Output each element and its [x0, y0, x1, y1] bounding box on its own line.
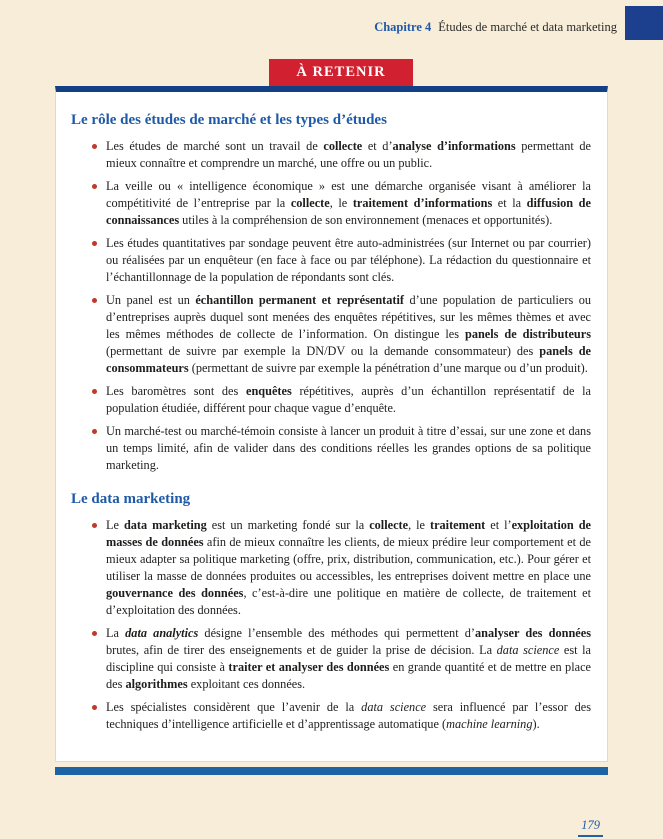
- bullet-item: Un panel est un échantillon permanent et représentatif d’une population de particuliers ou d’entreprises auprès duquel sont menées des enquêtes répétitives, sur les mêmes thèmes et avec les mêmes méthodes de collecte de l’information. On distingue les panels de distributeurs (permettant de suivre par exemple la DN/DV ou la demande consommateur) des panels de consommateurs (permettant de suivre par exemple la pénétration d’une marque ou d’un produit).: [91, 292, 591, 377]
- bullet-item: Les spécialistes considèrent que l’avenir de la data science sera influencé par l’essor des techniques d’intelligence artificielle et d’apprentissage automatique (machine learning).: [91, 699, 591, 733]
- bottom-rule: [55, 767, 608, 775]
- section-market-studies: [71, 112, 591, 474]
- bullet-item: Le data marketing est un marketing fondé sur la collecte, le traitement et l’exploitation de masses de données afin de mieux connaître les clients, de mieux prédire leur comportement et de mieux adapter sa politique marketing (offre, prix, distribution, communication, etc.). Pour gérer et utiliser la masse de données produites ou accessibles, les entreprises doivent mettre en place une gouvernance des données, c’est-à-dire une politique en matière de collecte, de traitement et d’exploitation des données.: [91, 517, 591, 619]
- section-title: Le rôle des études de marché et les types d’études: [71, 112, 387, 128]
- section-title: Le data marketing: [71, 491, 191, 507]
- bullet-item: Un marché-test ou marché-témoin consiste à lancer un produit à titre d’essai, sur une zone et dans un temps limité, afin de valider dans des conditions réelles les grandes options de sa politique marketing.: [91, 423, 591, 474]
- content-box: [55, 86, 608, 762]
- bullet-item: Les baromètres sont des enquêtes répétitives, auprès d’un échantillon représentatif de la population étudiée, différent pour chaque vague d’enquête.: [91, 383, 591, 417]
- section-data-marketing: [71, 491, 591, 733]
- chapter-header: [374, 20, 617, 35]
- corner-accent: [625, 6, 663, 40]
- bullet-list: [91, 517, 591, 733]
- bullet-item: La data analytics désigne l’ensemble des méthodes qui permettent d’analyser des données brutes, afin de tirer des enseignements et de guider la prise de décision. La data science est la discipline qui consiste à traiter et analyser des données en grande quantité et de mettre en place des algorithmes exploitant ces données.: [91, 625, 591, 693]
- chapter-title: Études de marché et data marketing: [438, 20, 617, 34]
- bullet-item: Les études de marché sont un travail de collecte et d’analyse d’informations permettant de mieux connaître et comprendre un marché, une offre ou un public.: [91, 138, 591, 172]
- bullet-item: La veille ou « intelligence économique » est une démarche organisée visant à améliorer la compétitivité de l’entreprise par la collecte, le traitement d’informations et la diffusion de connaissances utiles à la compréhension de son environnement (menaces et opportunités).: [91, 178, 591, 229]
- page-number: 179: [578, 818, 603, 837]
- bullet-list: [91, 138, 591, 474]
- bullet-item: Les études quantitatives par sondage peuvent être auto-administrées (sur Internet ou par courrier) ou réalisées par un enquêteur (en face à face ou par téléphone). La rédaction du questionnaire et l’échantillonnage de la population de répondants sont clés.: [91, 235, 591, 286]
- chapter-label: Chapitre 4: [374, 20, 432, 34]
- a-retenir-badge: À RETENIR: [269, 59, 413, 86]
